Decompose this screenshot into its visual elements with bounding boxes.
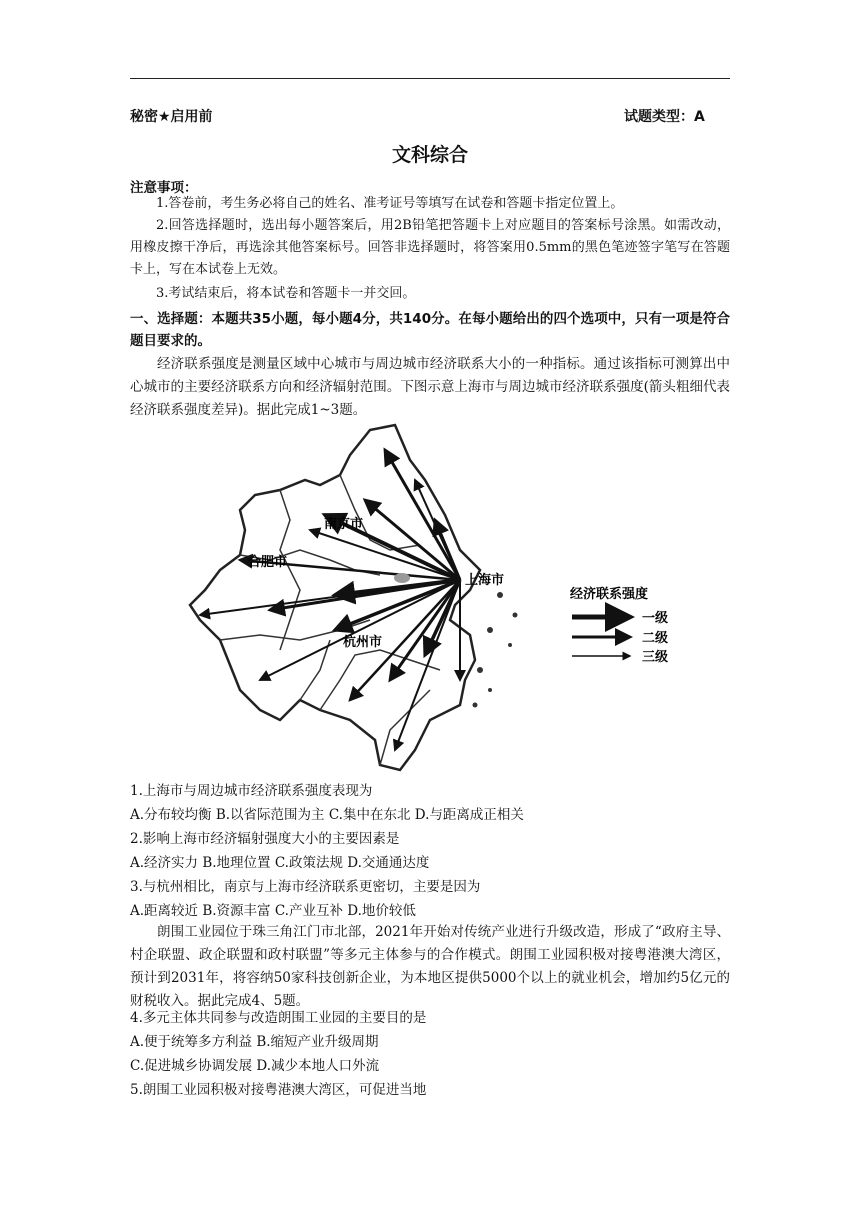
notice-item-2: 2.回答选择题时，选出每小题答案后，用2B铅笔把答题卡上对应题目的答案标号涂黑。如需改动，用橡皮擦干净后，再选涂其他答案标号。回答非选择题时，将答案用0.5mm的黑色笔迹签字笔写在答题卡上，写在本试卷上无效。 — [130, 218, 730, 277]
notice-item-1: 1.答卷前，考生务必将自己的姓名、准考证号等填写在试卷和答题卡指定位置上。 — [156, 196, 624, 211]
notice-heading: 注意事项： — [130, 180, 198, 196]
legend-level2: 二级 — [642, 631, 669, 646]
map-legend — [570, 586, 668, 665]
notice-item-3: 3.考试结束后，将本试卷和答题卡一并交回。 — [156, 286, 416, 301]
question-3: 3.与杭州相比，南京与上海市经济联系更密切，主要是因为 — [130, 879, 481, 895]
question-1: 1.上海市与周边城市经济联系强度表现为 — [130, 783, 373, 799]
question-5: 5.朗围工业园积极对接粤港澳大湾区，可促进当地 — [130, 1082, 427, 1098]
section-heading: 一、选择题：本题共35小题，每小题4分，共140分。在每小题给出的四个选项中，只有一项是符合题目要求的。 — [130, 311, 730, 349]
question-4: 4.多元主体共同参与改造朗围工业园的主要目的是 — [130, 1010, 427, 1026]
top-rule — [130, 78, 730, 79]
intro-paragraph-1: 经济联系强度是测量区域中心城市与周边城市经济联系大小的一种指标。通过该指标可测算出中心城市的主要经济联系方向和经济辐射范围。下图示意上海市与周边城市经济联系强度(箭头粗细代表经济联系强度差异)。据此完成1~3题。 — [130, 356, 730, 418]
hangzhou-label: 杭州市 — [343, 635, 383, 650]
legend-title: 经济联系强度 — [570, 587, 649, 602]
question-4-options-ab: A.便于统筹多方利益 B.缩短产业升级周期 — [130, 1034, 379, 1050]
intro-paragraph-2: 朗围工业园位于珠三角江门市北部，2021年开始对传统产业进行升级改造，形成了“政府主导、村企联盟、政企联盟和政村联盟”等多元主体参与的合作模式。朗围工业园积极对接粤港澳大湾区，预计到2031年，将容纳50家科技创新企业，为本地区提供5000个以上的就业机会，增加约5亿元的财税收入。据此完成4、5题。 — [130, 924, 730, 1009]
question-2-options: A.经济实力 B.地理位置 C.政策法规 D.交通通达度 — [130, 855, 430, 871]
legend-level3: 三级 — [642, 650, 669, 665]
hefei-label: 合肥市 — [248, 555, 288, 570]
question-4-options-cd: C.促进城乡协调发展 D.减少本地人口外流 — [130, 1058, 380, 1074]
exam-type-label: 试题类型：A — [624, 109, 705, 125]
question-2: 2.影响上海市经济辐射强度大小的主要因素是 — [130, 831, 400, 847]
question-3-options: A.距离较近 B.资源丰富 C.产业互补 D.地价较低 — [130, 903, 416, 919]
legend-level1: 一级 — [642, 611, 669, 626]
economic-link-map — [180, 420, 700, 780]
question-1-options: A.分布较均衡 B.以省际范围为主 C.集中在东北 D.与距离成正相关 — [130, 807, 524, 823]
shanghai-label: 上海市 — [465, 573, 505, 588]
nanjing-label: 南京市 — [324, 517, 364, 532]
page-title: 文科综合 — [391, 144, 468, 166]
secret-label: 秘密★启用前 — [130, 109, 213, 125]
